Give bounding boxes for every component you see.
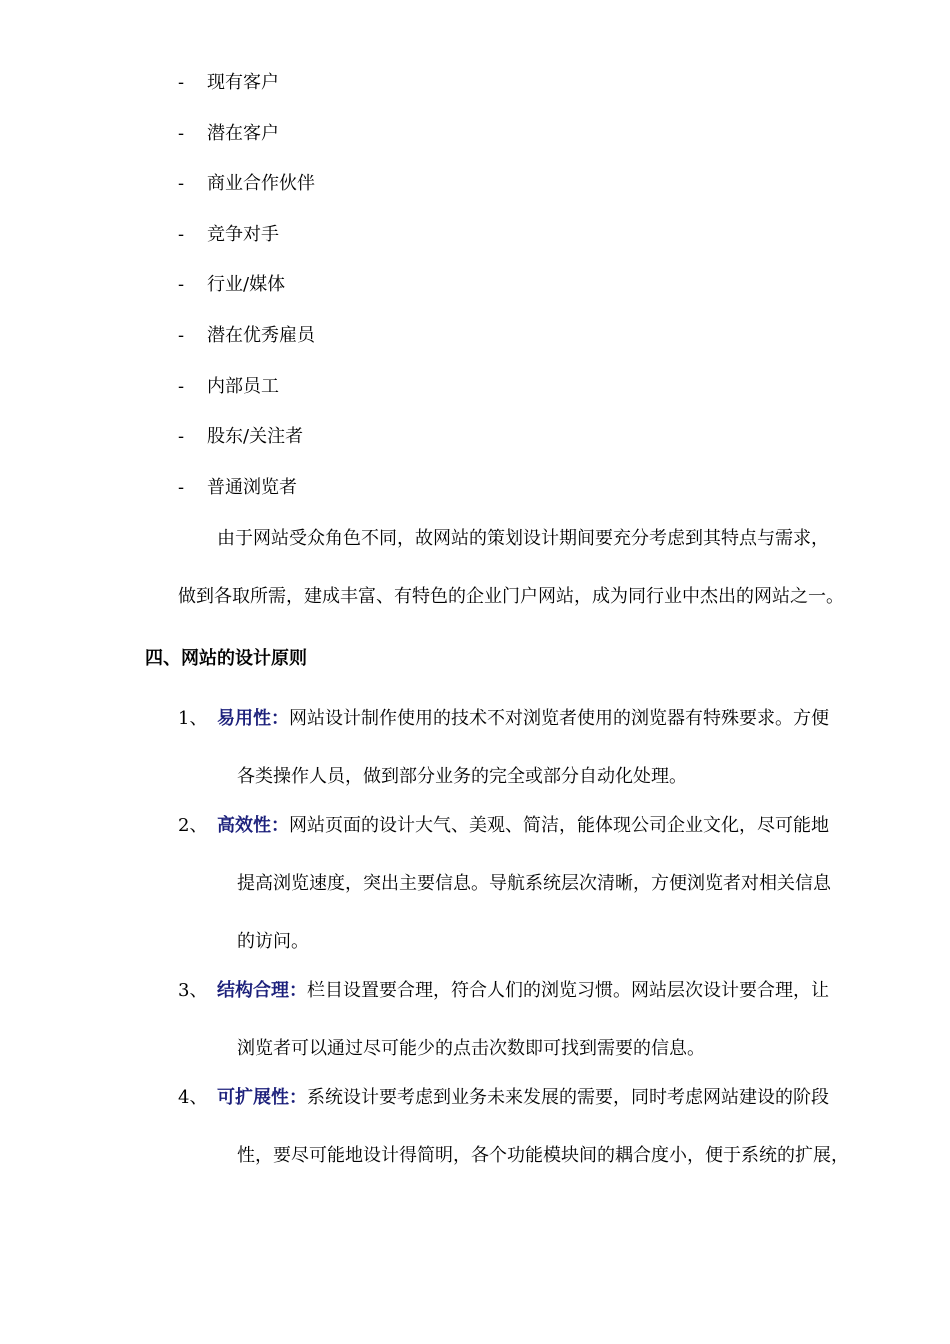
principle-text: 系统设计要考虑到业务未来发展的需要，同时考虑网站建设的阶段 (307, 1087, 829, 1108)
principle-first-line (178, 978, 878, 1004)
dash-marker: - (178, 324, 185, 346)
dash-marker: - (178, 375, 185, 397)
list-item-text: 潜在客户 (207, 122, 279, 144)
principle-text: 网站设计制作使用的技术不对浏览者使用的浏览器有特殊要求。方便 (289, 708, 829, 729)
principle-continuation: 性，要尽可能地设计得简明，各个功能模块间的耦合度小，便于系统的扩展， (237, 1145, 849, 1166)
list-item (178, 222, 315, 273)
list-item-text: 潜在优秀雇员 (207, 324, 315, 346)
principle-first-line (178, 1085, 878, 1111)
list-item-text: 现有客户 (207, 72, 279, 93)
dash-marker: - (178, 72, 185, 93)
list-item-text: 行业/媒体 (207, 274, 286, 296)
principle-first-line (178, 813, 878, 839)
principle-term: 易用性： (217, 708, 289, 729)
principle-item (178, 706, 878, 790)
list-item (178, 70, 315, 121)
principle-item (178, 1085, 878, 1169)
list-item (178, 475, 315, 526)
list-item (178, 424, 315, 475)
list-item-text: 商业合作伙伴 (207, 173, 315, 195)
dash-marker: - (178, 476, 185, 498)
list-item-text: 内部员工 (207, 375, 279, 397)
dash-marker: - (178, 426, 185, 448)
section-heading: 四、网站的设计原则 (145, 648, 307, 669)
principle-item (178, 978, 878, 1062)
principle-number: 4、 (178, 1087, 208, 1108)
principle-text: 网站页面的设计大气、美观、简洁，能体现公司企业文化，尽可能地 (289, 815, 829, 836)
list-item-text: 竞争对手 (207, 223, 279, 245)
summary-paragraph-line-2: 做到各取所需，建成丰富、有特色的企业门户网站，成为同行业中杰出的网站之一。 (178, 586, 844, 607)
list-item (178, 171, 315, 222)
list-item (178, 272, 315, 323)
dash-marker: - (178, 223, 185, 245)
principle-continuation: 各类操作人员，做到部分业务的完全或部分自动化处理。 (237, 766, 687, 787)
list-item-text: 股东/关注者 (207, 426, 304, 448)
list-item (178, 323, 315, 374)
dash-marker: - (178, 122, 185, 144)
principle-text: 栏目设置要合理，符合人们的浏览习惯。网站层次设计要合理，让 (307, 980, 829, 1001)
principle-continuation: 的访问。 (237, 931, 309, 952)
principle-first-line (178, 706, 878, 732)
principle-term: 可扩展性： (217, 1087, 307, 1108)
principle-number: 3、 (178, 980, 208, 1001)
principle-item (178, 813, 878, 955)
summary-paragraph-line-1: 由于网站受众角色不同，故网站的策划设计期间要充分考虑到其特点与需求， (217, 528, 829, 549)
principle-continuation: 浏览者可以通过尽可能少的点击次数即可找到需要的信息。 (237, 1038, 705, 1059)
dash-marker: - (178, 173, 185, 195)
principle-term: 高效性： (217, 815, 289, 836)
principle-number: 1、 (178, 708, 208, 729)
principle-number: 2、 (178, 815, 208, 836)
dash-marker: - (178, 274, 185, 296)
list-item-text: 普通浏览者 (207, 476, 297, 498)
principle-continuation: 提高浏览速度，突出主要信息。导航系统层次清晰，方便浏览者对相关信息 (237, 873, 831, 894)
list-item (178, 374, 315, 425)
list-item (178, 121, 315, 172)
audience-list (178, 70, 315, 525)
principle-term: 结构合理： (217, 980, 307, 1001)
